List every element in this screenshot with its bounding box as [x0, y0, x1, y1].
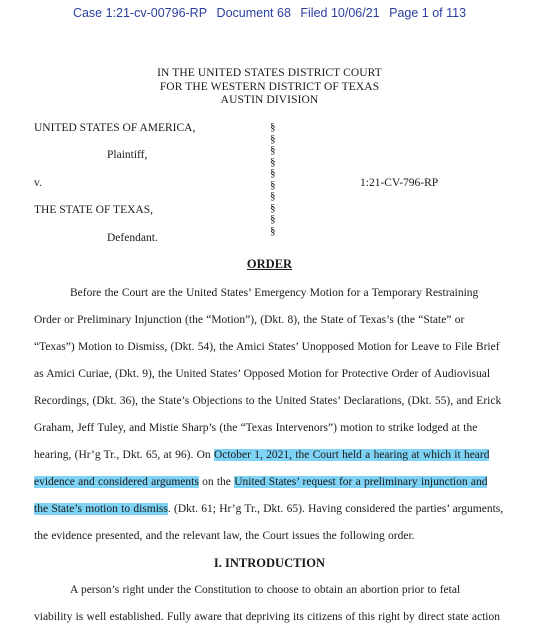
plaintiff-name: UNITED STATES OF AMERICA,: [34, 122, 196, 134]
plain-text: . (Dkt. 61; Hr’g Tr., Dkt. 65). Having considered the parties’ arguments,: [167, 503, 504, 515]
division-name: AUSTIN DIVISION: [220, 94, 319, 106]
plain-text: hearing, (Hr’g Tr., Dkt. 65, at 96). On: [34, 449, 214, 461]
body-line: “Texas”) Motion to Dismiss, (Dkt. 54), the Amici States’ Unopposed Motion for Leave to File Brief: [34, 341, 500, 353]
plain-text: on the: [198, 476, 235, 488]
section-symbol: §: [270, 167, 276, 179]
ecf-header-stamp: [0, 6, 539, 20]
court-heading: [0, 67, 539, 108]
section-symbol: §: [270, 132, 276, 145]
body-line: Before the Court are the United States’ Emergency Motion for a Temporary Restraining: [70, 287, 479, 299]
highlighted-text: the State’s motion to dismiss: [34, 503, 168, 515]
intro-line: viability is well established. Fully aware that depriving its citizens of this right by direct state action: [34, 611, 500, 623]
section-symbol: §: [270, 190, 276, 202]
defendant-role: Defendant.: [107, 232, 158, 244]
case-number-stamp: Case 1:21-cv-00796-RP: [72, 6, 208, 20]
body-line: Recordings, (Dkt. 36), the State’s Objections to the United States’ Declarations, (Dkt. 55), and Erick: [34, 395, 502, 407]
defendant-name: THE STATE OF TEXAS,: [34, 204, 153, 216]
section-symbol-column: [270, 122, 280, 237]
court-name: IN THE UNITED STATES DISTRICT COURT: [157, 67, 382, 79]
body-line-highlighted: [34, 476, 487, 488]
page-count-stamp: Page 1 of 113: [389, 6, 467, 20]
plaintiff-role: Plaintiff,: [107, 149, 148, 161]
case-caption: [0, 122, 539, 252]
document-number-stamp: Document 68: [216, 6, 291, 20]
body-line-highlighted: [34, 449, 489, 461]
order-title: ORDER: [246, 257, 293, 271]
section-symbol: §: [270, 144, 276, 156]
section-symbol: §: [270, 178, 276, 191]
body-line: the evidence presented, and the relevant law, the Court issues the following order.: [34, 530, 415, 542]
highlighted-text: October 1, 2021, the Court held a hearing at which it heard: [213, 449, 490, 461]
section-symbol: §: [270, 224, 276, 237]
section-symbol: §: [270, 201, 276, 214]
section-symbol: §: [270, 213, 276, 225]
highlighted-text: evidence and considered arguments: [34, 476, 199, 488]
filed-date-stamp: Filed 10/06/21: [300, 6, 380, 20]
versus-label: v.: [34, 177, 42, 189]
section-symbol: §: [270, 155, 276, 168]
body-line: Order or Preliminary Injunction (the “Motion”), (Dkt. 8), the State of Texas’s (the “State” or: [34, 314, 465, 326]
civil-case-number: 1:21-CV-796-RP: [360, 177, 439, 189]
body-line: as Amici Curiae, (Dkt. 9), the United States’ Opposed Motion for Protective Order of Audiovisual: [34, 368, 491, 380]
section-symbol: §: [270, 121, 276, 133]
body-line: Graham, Jeff Tuley, and Mistie Sharp’s (the “Texas Intervenors”) motion to strike lodged at the: [34, 422, 478, 434]
highlighted-text: United States’ request for a preliminary injunction and: [234, 476, 488, 488]
intro-line: A person’s right under the Constitution to choose to obtain an abortion prior to fetal: [70, 584, 461, 596]
body-line-highlighted: [34, 503, 503, 515]
district-name: FOR THE WESTERN DISTRICT OF TEXAS: [159, 80, 380, 93]
introduction-heading: I. INTRODUCTION: [213, 556, 326, 570]
